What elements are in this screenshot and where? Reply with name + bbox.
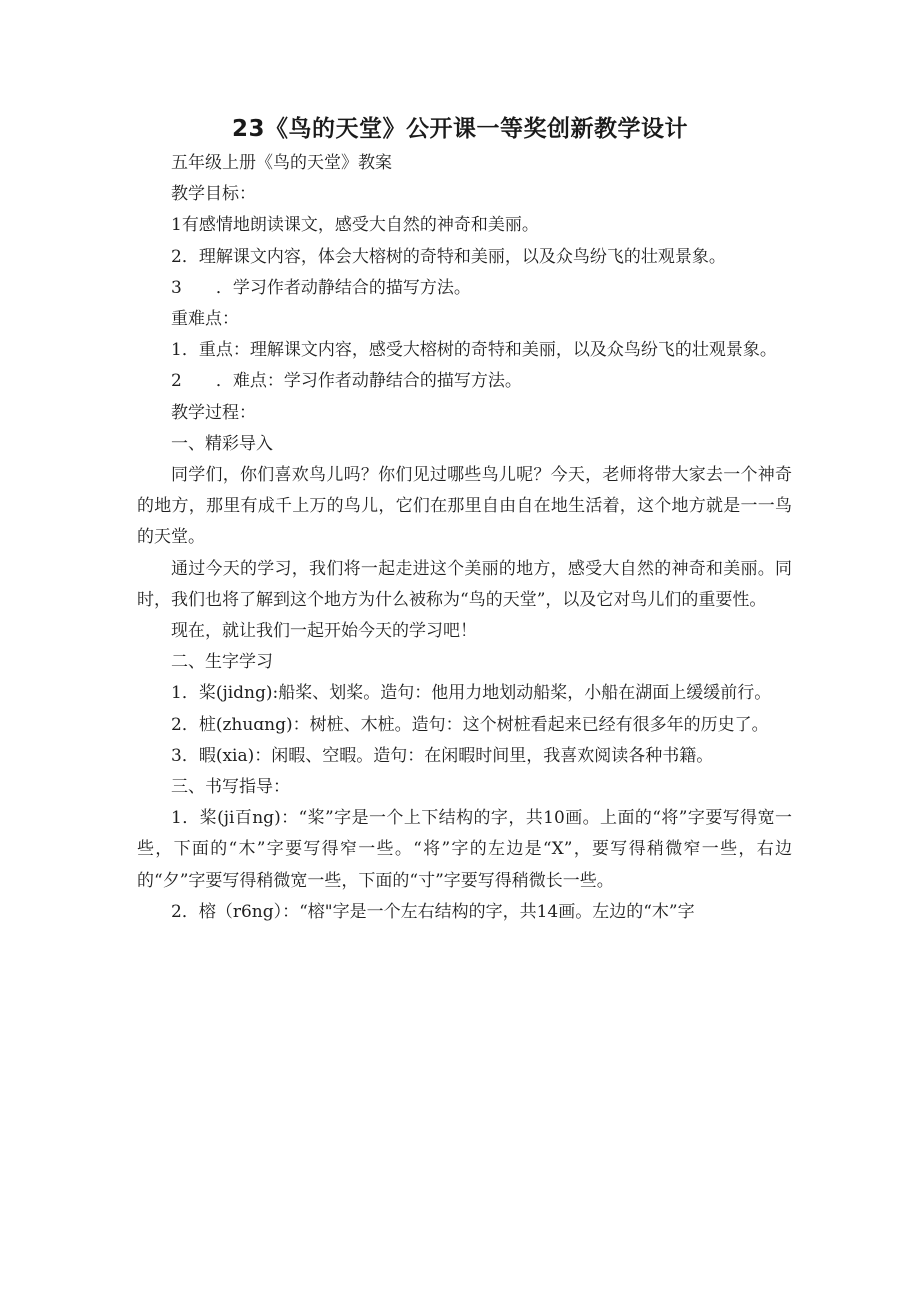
paragraph-intro-3: 现在，就让我们一起开始今天的学习吧！ [171, 621, 477, 642]
paragraph-intro-2: 通过今天的学习，我们将一起走进这个美丽的地方，感受大自然的神奇和美丽。同时，我们也将了解到这个地方为什么被称为“鸟的天堂”，以及它对鸟儿们的重要性。 [137, 558, 792, 610]
paragraph-keypoint-1: 1．重点：理解课文内容，感受大榕树的奇特和美丽，以及众鸟纷飞的壮观景象。 [171, 340, 777, 361]
document-title: 23《鸟的天堂》公开课一等奖创新教学设计 [231, 116, 688, 142]
paragraph-keypoint-2: 2 ．难点：学习作者动静结合的描写方法。 [171, 371, 522, 392]
paragraph-writing-2: 2．榕（r6ng）：“榕"字是一个左右结构的字，共14画。左边的“木”字 [171, 901, 695, 922]
paragraph-character-3: 3．暇(xia)：闲暇、空暇。造句：在闲暇时间里，我喜欢阅读各种书籍。 [171, 745, 714, 766]
paragraph-intro-1: 同学们，你们喜欢鸟儿吗？你们见过哪些鸟儿呢？今天，老师将带大家去一个神奇的地方，那里有成千上万的鸟儿，它们在那里自由自在地生活着，这个地方就是一一鸟的天堂。 [137, 465, 792, 548]
paragraph-character-2: 2．桩(zhuɑng)：树桩、木桩。造句：这个树桩看起来已经有很多年的历史了。 [171, 714, 769, 735]
paragraph-writing-1: 1．桨(ji百ng)：“桨”字是一个上下结构的字，共10画。上面的“将”字要写得宽一些，下面的“木”字要写得窄一些。“将”字的左边是“X”，要写得稍微窄一些，右边的“夕”字要写得稍微宽一些，下面的“寸”字要写得稍微长一些。 [137, 808, 792, 891]
paragraph-keypoints-heading: 重难点： [171, 309, 239, 330]
document-body [137, 148, 792, 928]
paragraph-subtitle: 五年级上册《鸟的天堂》教案 [171, 153, 392, 173]
paragraph-objective-1: 1有感情地朗读课文，感受大自然的神奇和美丽。 [171, 215, 539, 236]
section-heading-intro: 一、精彩导入 [171, 433, 273, 454]
paragraph-process-heading: 教学过程： [171, 402, 256, 423]
section-heading-characters: 二、生字学习 [171, 652, 273, 673]
paragraph-objective-2: 2．理解课文内容，体会大榕树的奇特和美丽，以及众鸟纷飞的壮观景象。 [171, 246, 726, 267]
paragraph-objective-3: 3 ．学习作者动静结合的描写方法。 [171, 277, 471, 298]
paragraph-character-1: 1．桨(jidng):船桨、划桨。造句：他用力地划动船桨，小船在湖面上缓缓前行。 [171, 683, 772, 704]
section-heading-writing: 三、书写指导： [171, 777, 290, 798]
paragraph-objectives-heading: 教学目标： [171, 184, 256, 205]
